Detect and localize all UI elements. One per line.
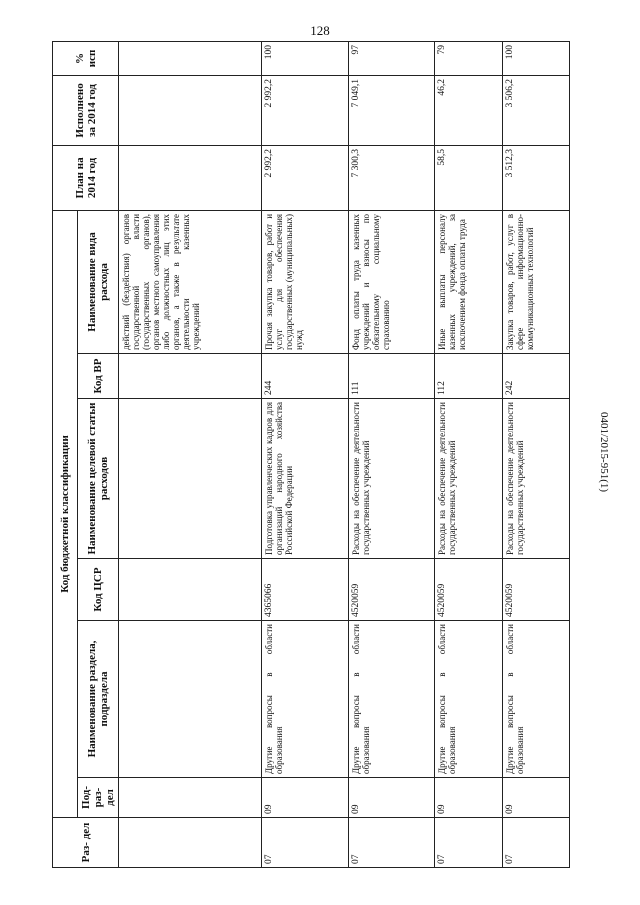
table-row	[119, 41, 262, 867]
cell-razdel: 07	[435, 818, 502, 868]
header-razdel: Раз- дел	[53, 818, 119, 868]
cell-podrazdel	[119, 778, 262, 818]
header-percent: % исп	[53, 41, 119, 75]
cell-ispolneno: 7 049,1	[348, 75, 435, 145]
cell-podrazdel: 09	[435, 778, 502, 818]
cell-kod-csr	[119, 559, 262, 621]
cell-name-csr: Расходы на обеспечение деятельности государственных учреждений	[435, 399, 502, 559]
cell-name-razdel: Другие вопросы в области образования	[348, 621, 435, 778]
header-name-razdel: Наименование раздела, подраздела	[78, 621, 119, 778]
table-row	[435, 41, 502, 867]
cell-ispolneno	[119, 75, 262, 145]
cell-kod-vr: 242	[502, 354, 569, 399]
cell-percent: 100	[502, 41, 569, 75]
table-row	[502, 41, 569, 867]
cell-kod-vr: 111	[348, 354, 435, 399]
header-budget-classification: Код бюджетной классификации	[53, 210, 78, 817]
budget-table-container	[52, 42, 570, 868]
cell-podrazdel: 09	[262, 778, 349, 818]
cell-razdel: 07	[348, 818, 435, 868]
cell-name-vr: Закупка товаров, работ, услуг в сфере информационно-коммуникационных технологий	[502, 210, 569, 353]
cell-kod-vr	[119, 354, 262, 399]
cell-name-razdel: Другие вопросы в области образования	[502, 621, 569, 778]
cell-plan: 58,5	[435, 145, 502, 210]
cell-kod-csr: 4520059	[348, 559, 435, 621]
cell-percent: 79	[435, 41, 502, 75]
cell-plan: 7 300,3	[348, 145, 435, 210]
page-number: 128	[310, 23, 330, 38]
cell-percent: 97	[348, 41, 435, 75]
cell-kod-vr: 112	[435, 354, 502, 399]
header-kod-csr: Код ЦСР	[78, 559, 119, 621]
cell-kod-vr: 244	[262, 354, 349, 399]
cell-kod-csr: 4520059	[435, 559, 502, 621]
header-ispolneno: Исполнено за 2014 год	[53, 75, 119, 145]
cell-podrazdel: 09	[502, 778, 569, 818]
header-name-vr: Наименование вида расхода	[78, 210, 119, 353]
header-kod-vr: Код ВР	[78, 354, 119, 399]
header-plan: План на 2014 год	[53, 145, 119, 210]
cell-percent	[119, 41, 262, 75]
cell-razdel: 07	[502, 818, 569, 868]
cell-name-vr: Прочая закупка товаров, работ и услуг для обеспечения государственных (муниципальных) нужд	[262, 210, 349, 353]
cell-plan: 2 992,2	[262, 145, 349, 210]
cell-name-csr: Подготовка управленческих кадров для организаций народного хозяйства Российской Федерации	[262, 399, 349, 559]
header-podrazdel: Под- раз- дел	[78, 778, 119, 818]
cell-kod-csr: 4365066	[262, 559, 349, 621]
header-name-csr: Наименование целевой статьи расходов	[78, 399, 119, 559]
cell-ispolneno: 3 506,2	[502, 75, 569, 145]
cell-ispolneno: 46,2	[435, 75, 502, 145]
cell-name-razdel	[119, 621, 262, 778]
cell-razdel	[119, 818, 262, 868]
cell-percent: 100	[262, 41, 349, 75]
document-code: 0401/2015-951(1)	[598, 411, 610, 493]
cell-name-csr	[119, 399, 262, 559]
cell-razdel: 07	[262, 818, 349, 868]
cell-name-vr: Иные выплаты персоналу казенных учреждений, за исключением фонда оплаты труда	[435, 210, 502, 353]
cell-plan: 3 512,3	[502, 145, 569, 210]
cell-name-csr: Расходы на обеспечение деятельности государственных учреждений	[348, 399, 435, 559]
cell-kod-csr: 4520059	[502, 559, 569, 621]
cell-name-csr: Расходы на обеспечение деятельности государственных учреждений	[502, 399, 569, 559]
cell-plan	[119, 145, 262, 210]
cell-podrazdel: 09	[348, 778, 435, 818]
cell-name-vr: Фонд оплаты труда казенных учреждений и взносы по обязательному социальному страхованию	[348, 210, 435, 353]
cell-name-vr: действий (бездействия) органов государственной власти (государственных органов), органов местного самоуправления либо должностных лиц этих органов, а также в результате деятельности казенных учреждений	[119, 210, 262, 353]
cell-ispolneno: 2 992,2	[262, 75, 349, 145]
budget-table	[52, 41, 570, 868]
table-row	[262, 41, 349, 867]
cell-name-razdel: Другие вопросы в области образования	[262, 621, 349, 778]
cell-name-razdel: Другие вопросы в области образования	[435, 621, 502, 778]
table-row	[348, 41, 435, 867]
